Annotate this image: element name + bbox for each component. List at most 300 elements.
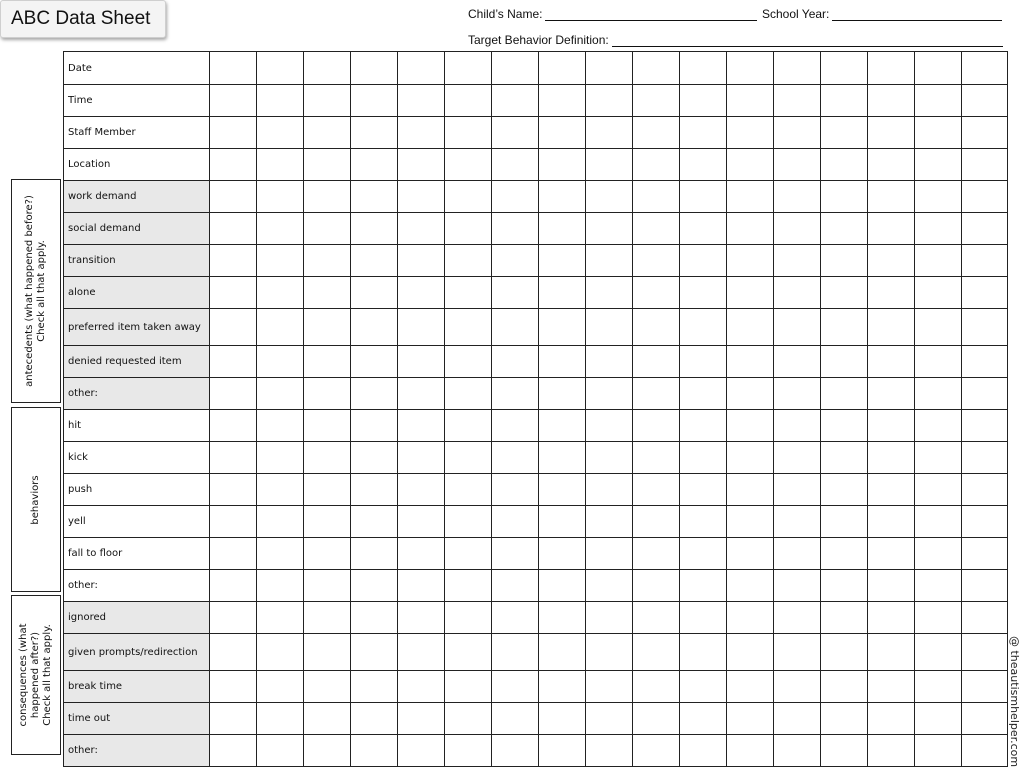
data-cell[interactable] [304, 506, 351, 538]
data-cell[interactable] [351, 117, 398, 149]
data-cell[interactable] [633, 735, 680, 767]
data-cell[interactable] [633, 570, 680, 602]
data-cell[interactable] [962, 181, 1008, 213]
data-cell[interactable] [868, 346, 915, 378]
data-cell[interactable] [821, 149, 868, 181]
data-cell[interactable] [257, 309, 304, 346]
data-cell[interactable] [210, 277, 257, 309]
data-cell[interactable] [351, 506, 398, 538]
data-cell[interactable] [210, 245, 257, 277]
data-cell[interactable] [727, 378, 774, 410]
data-cell[interactable] [351, 703, 398, 735]
data-cell[interactable] [304, 378, 351, 410]
data-cell[interactable] [492, 277, 539, 309]
data-cell[interactable] [351, 602, 398, 634]
data-cell[interactable] [868, 442, 915, 474]
data-cell[interactable] [868, 277, 915, 309]
data-cell[interactable] [398, 442, 445, 474]
data-cell[interactable] [492, 346, 539, 378]
data-cell[interactable] [774, 602, 821, 634]
data-cell[interactable] [351, 52, 398, 85]
data-cell[interactable] [257, 378, 304, 410]
data-cell[interactable] [727, 309, 774, 346]
data-cell[interactable] [915, 735, 962, 767]
data-cell[interactable] [633, 671, 680, 703]
data-cell[interactable] [586, 442, 633, 474]
data-cell[interactable] [868, 506, 915, 538]
data-cell[interactable] [539, 309, 586, 346]
data-cell[interactable] [633, 634, 680, 671]
data-cell[interactable] [257, 671, 304, 703]
data-cell[interactable] [774, 474, 821, 506]
data-cell[interactable] [633, 506, 680, 538]
data-cell[interactable] [586, 602, 633, 634]
data-cell[interactable] [680, 378, 727, 410]
data-cell[interactable] [492, 703, 539, 735]
data-cell[interactable] [586, 410, 633, 442]
data-cell[interactable] [210, 570, 257, 602]
data-cell[interactable] [210, 538, 257, 570]
data-cell[interactable] [868, 181, 915, 213]
data-cell[interactable] [962, 245, 1008, 277]
data-cell[interactable] [445, 213, 492, 245]
data-cell[interactable] [868, 410, 915, 442]
data-cell[interactable] [727, 735, 774, 767]
data-cell[interactable] [774, 85, 821, 117]
data-cell[interactable] [351, 346, 398, 378]
data-cell[interactable] [398, 634, 445, 671]
data-cell[interactable] [445, 117, 492, 149]
data-cell[interactable] [257, 474, 304, 506]
data-cell[interactable] [492, 410, 539, 442]
data-cell[interactable] [633, 117, 680, 149]
data-cell[interactable] [586, 538, 633, 570]
data-cell[interactable] [445, 735, 492, 767]
data-cell[interactable] [680, 52, 727, 85]
data-cell[interactable] [210, 378, 257, 410]
data-cell[interactable] [351, 378, 398, 410]
data-cell[interactable] [539, 703, 586, 735]
data-cell[interactable] [821, 85, 868, 117]
data-cell[interactable] [774, 506, 821, 538]
data-cell[interactable] [915, 245, 962, 277]
data-cell[interactable] [821, 346, 868, 378]
data-cell[interactable] [210, 506, 257, 538]
data-cell[interactable] [586, 52, 633, 85]
data-cell[interactable] [586, 85, 633, 117]
data-cell[interactable] [398, 85, 445, 117]
data-cell[interactable] [492, 634, 539, 671]
data-cell[interactable] [868, 378, 915, 410]
data-cell[interactable] [915, 117, 962, 149]
data-cell[interactable] [210, 346, 257, 378]
data-cell[interactable] [915, 671, 962, 703]
data-cell[interactable] [351, 309, 398, 346]
data-cell[interactable] [445, 149, 492, 181]
data-cell[interactable] [304, 149, 351, 181]
data-cell[interactable] [492, 506, 539, 538]
data-cell[interactable] [915, 634, 962, 671]
data-cell[interactable] [492, 602, 539, 634]
data-cell[interactable] [821, 442, 868, 474]
data-cell[interactable] [257, 570, 304, 602]
data-cell[interactable] [398, 346, 445, 378]
data-cell[interactable] [633, 474, 680, 506]
data-cell[interactable] [633, 181, 680, 213]
data-cell[interactable] [586, 703, 633, 735]
data-cell[interactable] [821, 703, 868, 735]
data-cell[interactable] [210, 442, 257, 474]
data-cell[interactable] [915, 213, 962, 245]
data-cell[interactable] [257, 634, 304, 671]
data-cell[interactable] [304, 245, 351, 277]
data-cell[interactable] [586, 506, 633, 538]
data-cell[interactable] [304, 602, 351, 634]
data-cell[interactable] [539, 671, 586, 703]
data-cell[interactable] [821, 602, 868, 634]
data-cell[interactable] [210, 703, 257, 735]
data-cell[interactable] [962, 309, 1008, 346]
data-cell[interactable] [445, 538, 492, 570]
data-cell[interactable] [539, 277, 586, 309]
data-cell[interactable] [633, 277, 680, 309]
data-cell[interactable] [586, 117, 633, 149]
data-cell[interactable] [868, 703, 915, 735]
data-cell[interactable] [586, 735, 633, 767]
data-cell[interactable] [633, 245, 680, 277]
data-cell[interactable] [304, 181, 351, 213]
data-cell[interactable] [680, 570, 727, 602]
data-cell[interactable] [210, 181, 257, 213]
data-cell[interactable] [680, 474, 727, 506]
data-cell[interactable] [586, 309, 633, 346]
data-cell[interactable] [727, 474, 774, 506]
data-cell[interactable] [680, 245, 727, 277]
data-cell[interactable] [304, 735, 351, 767]
data-cell[interactable] [398, 474, 445, 506]
data-cell[interactable] [868, 474, 915, 506]
data-cell[interactable] [492, 117, 539, 149]
data-cell[interactable] [962, 634, 1008, 671]
data-cell[interactable] [868, 570, 915, 602]
data-cell[interactable] [727, 52, 774, 85]
data-cell[interactable] [962, 538, 1008, 570]
data-cell[interactable] [539, 378, 586, 410]
data-cell[interactable] [868, 149, 915, 181]
data-cell[interactable] [304, 85, 351, 117]
data-cell[interactable] [304, 442, 351, 474]
data-cell[interactable] [727, 442, 774, 474]
data-cell[interactable] [915, 181, 962, 213]
data-cell[interactable] [586, 474, 633, 506]
data-cell[interactable] [774, 181, 821, 213]
data-cell[interactable] [586, 671, 633, 703]
data-cell[interactable] [962, 570, 1008, 602]
data-cell[interactable] [492, 474, 539, 506]
data-cell[interactable] [398, 602, 445, 634]
data-cell[interactable] [915, 442, 962, 474]
data-cell[interactable] [727, 602, 774, 634]
data-cell[interactable] [445, 602, 492, 634]
data-cell[interactable] [257, 117, 304, 149]
data-cell[interactable] [774, 277, 821, 309]
child-name-line[interactable] [545, 8, 757, 21]
data-cell[interactable] [586, 245, 633, 277]
data-cell[interactable] [586, 213, 633, 245]
data-cell[interactable] [821, 538, 868, 570]
data-cell[interactable] [868, 671, 915, 703]
data-cell[interactable] [492, 181, 539, 213]
data-cell[interactable] [304, 52, 351, 85]
data-cell[interactable] [492, 149, 539, 181]
data-cell[interactable] [868, 245, 915, 277]
data-cell[interactable] [727, 410, 774, 442]
data-cell[interactable] [727, 181, 774, 213]
data-cell[interactable] [351, 245, 398, 277]
data-cell[interactable] [351, 570, 398, 602]
data-cell[interactable] [351, 410, 398, 442]
data-cell[interactable] [821, 245, 868, 277]
data-cell[interactable] [915, 346, 962, 378]
data-cell[interactable] [774, 52, 821, 85]
data-cell[interactable] [257, 602, 304, 634]
data-cell[interactable] [633, 85, 680, 117]
data-cell[interactable] [680, 735, 727, 767]
data-cell[interactable] [915, 309, 962, 346]
data-cell[interactable] [539, 442, 586, 474]
school-year-line[interactable] [832, 8, 1002, 21]
data-cell[interactable] [304, 703, 351, 735]
data-cell[interactable] [445, 703, 492, 735]
school-year-field[interactable] [762, 7, 1002, 21]
data-cell[interactable] [492, 735, 539, 767]
data-cell[interactable] [680, 703, 727, 735]
data-cell[interactable] [304, 117, 351, 149]
data-cell[interactable] [210, 410, 257, 442]
data-cell[interactable] [304, 309, 351, 346]
data-cell[interactable] [962, 735, 1008, 767]
data-cell[interactable] [304, 671, 351, 703]
data-cell[interactable] [539, 117, 586, 149]
data-cell[interactable] [539, 735, 586, 767]
data-cell[interactable] [304, 474, 351, 506]
data-cell[interactable] [727, 671, 774, 703]
data-cell[interactable] [727, 117, 774, 149]
data-cell[interactable] [398, 735, 445, 767]
data-cell[interactable] [257, 181, 304, 213]
data-cell[interactable] [821, 277, 868, 309]
data-cell[interactable] [304, 346, 351, 378]
data-cell[interactable] [962, 277, 1008, 309]
data-cell[interactable] [915, 538, 962, 570]
data-cell[interactable] [962, 703, 1008, 735]
data-cell[interactable] [680, 410, 727, 442]
data-cell[interactable] [680, 442, 727, 474]
data-cell[interactable] [633, 442, 680, 474]
data-cell[interactable] [257, 735, 304, 767]
data-cell[interactable] [445, 245, 492, 277]
data-cell[interactable] [774, 442, 821, 474]
data-cell[interactable] [398, 117, 445, 149]
data-cell[interactable] [774, 410, 821, 442]
data-cell[interactable] [539, 181, 586, 213]
data-cell[interactable] [492, 309, 539, 346]
data-cell[interactable] [821, 181, 868, 213]
data-cell[interactable] [304, 410, 351, 442]
data-cell[interactable] [398, 277, 445, 309]
data-cell[interactable] [774, 570, 821, 602]
data-cell[interactable] [586, 181, 633, 213]
data-cell[interactable] [445, 277, 492, 309]
data-cell[interactable] [633, 149, 680, 181]
data-cell[interactable] [962, 506, 1008, 538]
data-cell[interactable] [680, 538, 727, 570]
data-cell[interactable] [351, 671, 398, 703]
data-cell[interactable] [586, 346, 633, 378]
data-cell[interactable] [915, 570, 962, 602]
data-cell[interactable] [821, 410, 868, 442]
data-cell[interactable] [492, 245, 539, 277]
data-cell[interactable] [821, 634, 868, 671]
data-cell[interactable] [821, 309, 868, 346]
data-cell[interactable] [539, 474, 586, 506]
data-cell[interactable] [680, 213, 727, 245]
target-behavior-field[interactable] [468, 33, 1003, 47]
data-cell[interactable] [586, 634, 633, 671]
data-cell[interactable] [257, 213, 304, 245]
data-cell[interactable] [351, 538, 398, 570]
data-cell[interactable] [257, 442, 304, 474]
child-name-field[interactable] [468, 7, 757, 21]
data-cell[interactable] [304, 570, 351, 602]
data-cell[interactable] [868, 602, 915, 634]
data-cell[interactable] [210, 634, 257, 671]
data-cell[interactable] [257, 506, 304, 538]
data-cell[interactable] [868, 735, 915, 767]
data-cell[interactable] [398, 149, 445, 181]
data-cell[interactable] [445, 309, 492, 346]
data-cell[interactable] [351, 442, 398, 474]
data-cell[interactable] [915, 410, 962, 442]
data-cell[interactable] [821, 378, 868, 410]
data-cell[interactable] [398, 671, 445, 703]
data-cell[interactable] [539, 245, 586, 277]
data-cell[interactable] [680, 346, 727, 378]
data-cell[interactable] [445, 52, 492, 85]
data-cell[interactable] [633, 309, 680, 346]
data-cell[interactable] [962, 85, 1008, 117]
data-cell[interactable] [727, 346, 774, 378]
data-cell[interactable] [351, 213, 398, 245]
data-cell[interactable] [633, 378, 680, 410]
data-cell[interactable] [774, 309, 821, 346]
data-cell[interactable] [774, 538, 821, 570]
data-cell[interactable] [257, 85, 304, 117]
data-cell[interactable] [868, 634, 915, 671]
data-cell[interactable] [586, 570, 633, 602]
data-cell[interactable] [962, 149, 1008, 181]
data-cell[interactable] [210, 149, 257, 181]
data-cell[interactable] [210, 735, 257, 767]
data-cell[interactable] [492, 570, 539, 602]
data-cell[interactable] [727, 538, 774, 570]
data-cell[interactable] [210, 52, 257, 85]
data-cell[interactable] [962, 671, 1008, 703]
data-cell[interactable] [962, 346, 1008, 378]
data-cell[interactable] [539, 538, 586, 570]
data-cell[interactable] [680, 309, 727, 346]
data-cell[interactable] [821, 671, 868, 703]
data-cell[interactable] [680, 602, 727, 634]
data-cell[interactable] [257, 410, 304, 442]
data-cell[interactable] [351, 149, 398, 181]
data-cell[interactable] [492, 442, 539, 474]
data-cell[interactable] [633, 410, 680, 442]
data-cell[interactable] [727, 213, 774, 245]
data-cell[interactable] [727, 634, 774, 671]
data-cell[interactable] [398, 181, 445, 213]
data-cell[interactable] [821, 213, 868, 245]
data-cell[interactable] [445, 671, 492, 703]
data-cell[interactable] [539, 213, 586, 245]
data-cell[interactable] [915, 149, 962, 181]
data-cell[interactable] [821, 117, 868, 149]
data-cell[interactable] [633, 346, 680, 378]
data-cell[interactable] [633, 538, 680, 570]
data-cell[interactable] [539, 52, 586, 85]
data-cell[interactable] [633, 52, 680, 85]
data-cell[interactable] [257, 346, 304, 378]
data-cell[interactable] [492, 671, 539, 703]
data-cell[interactable] [821, 735, 868, 767]
data-cell[interactable] [304, 538, 351, 570]
data-cell[interactable] [915, 703, 962, 735]
data-cell[interactable] [210, 117, 257, 149]
data-cell[interactable] [680, 117, 727, 149]
data-cell[interactable] [680, 85, 727, 117]
data-cell[interactable] [915, 602, 962, 634]
data-cell[interactable] [868, 117, 915, 149]
data-cell[interactable] [633, 703, 680, 735]
data-cell[interactable] [539, 634, 586, 671]
data-cell[interactable] [868, 309, 915, 346]
data-cell[interactable] [962, 52, 1008, 85]
data-cell[interactable] [304, 277, 351, 309]
data-cell[interactable] [962, 410, 1008, 442]
data-cell[interactable] [210, 671, 257, 703]
data-cell[interactable] [633, 213, 680, 245]
data-cell[interactable] [445, 378, 492, 410]
data-cell[interactable] [398, 213, 445, 245]
data-cell[interactable] [727, 277, 774, 309]
data-cell[interactable] [915, 277, 962, 309]
data-cell[interactable] [398, 506, 445, 538]
data-cell[interactable] [915, 85, 962, 117]
data-cell[interactable] [727, 245, 774, 277]
data-cell[interactable] [539, 85, 586, 117]
data-cell[interactable] [351, 277, 398, 309]
target-behavior-line[interactable] [612, 34, 1003, 47]
data-cell[interactable] [680, 671, 727, 703]
data-cell[interactable] [962, 378, 1008, 410]
data-cell[interactable] [351, 474, 398, 506]
data-cell[interactable] [680, 149, 727, 181]
data-cell[interactable] [539, 602, 586, 634]
data-cell[interactable] [398, 245, 445, 277]
data-cell[interactable] [351, 735, 398, 767]
data-cell[interactable] [539, 346, 586, 378]
data-cell[interactable] [398, 703, 445, 735]
